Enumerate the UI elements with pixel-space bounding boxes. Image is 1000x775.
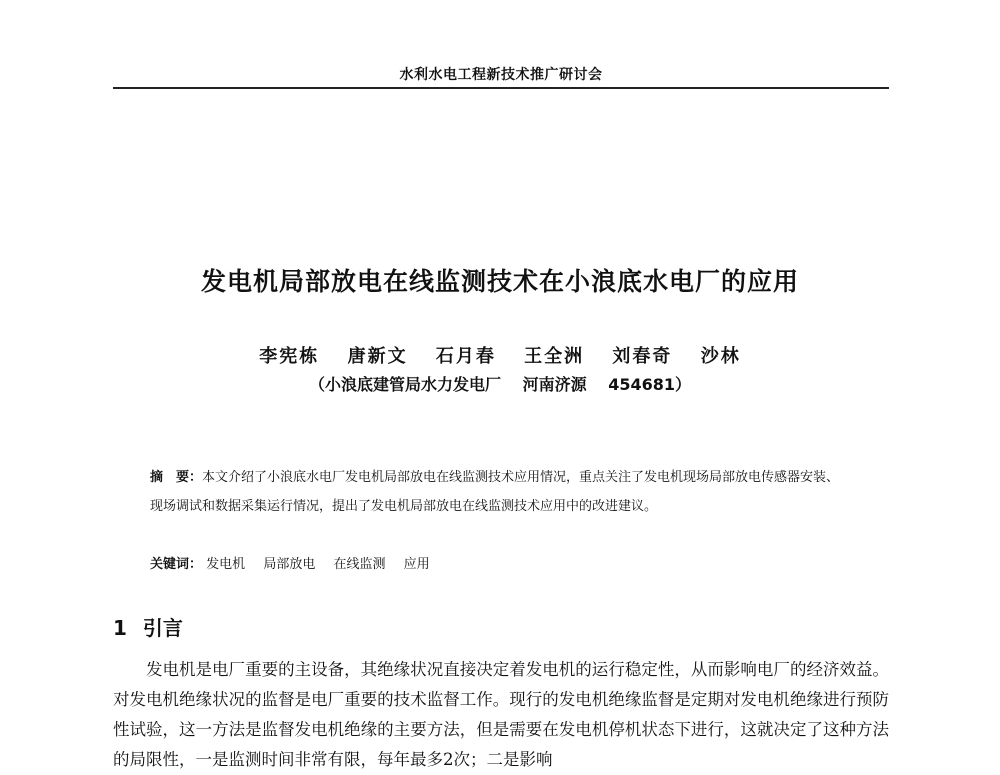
- keyword: 局部放电: [263, 557, 316, 572]
- abstract: [150, 463, 850, 521]
- abstract-label: 摘 要：: [150, 470, 203, 485]
- affiliation: [100, 372, 900, 395]
- keyword: 应用: [403, 557, 430, 572]
- keywords-label: 关键词：: [150, 557, 203, 572]
- keywords: [150, 553, 850, 572]
- body-text: [113, 655, 889, 775]
- section-heading: [113, 612, 183, 641]
- author: 唐新文: [347, 346, 408, 367]
- author-list: [100, 342, 900, 368]
- affiliation-city: 河南济源: [522, 375, 587, 394]
- author: 王全洲: [524, 346, 585, 367]
- header-rule: [113, 87, 889, 89]
- keyword: 发电机: [206, 557, 246, 572]
- author: 李宪栋: [259, 346, 320, 367]
- paragraph: 发电机是电厂重要的主设备，其绝缘状况直接决定着发电机的运行稳定性，从而影响电厂的经济效益。对发电机绝缘状况的监督是电厂重要的技术监督工作。现行的发电机绝缘监督是定期对发电机绝缘进行预防性试验，这一方法是监督发电机绝缘的主要方法，但是需要在发电机停机状态下进行，这就决定了这种方法的局限性，一是监测时间非常有限，每年最多2次；二是影响: [113, 660, 889, 769]
- affiliation-org: （小浪底建管局水力发电厂: [309, 375, 502, 394]
- keyword: 在线监测: [333, 557, 386, 572]
- section-number: 1: [113, 616, 127, 640]
- author: 沙林: [700, 346, 741, 367]
- abstract-text: 本文介绍了小浪底水电厂发电机局部放电在线监测技术应用情况，重点关注了发电机现场局部放电传感器安装、现场调试和数据采集运行情况，提出了发电机局部放电在线监测技术应用中的改进建议。: [150, 470, 840, 514]
- paper-title: 发电机局部放电在线监测技术在小浪底水电厂的应用: [200, 267, 799, 296]
- affiliation-postcode: 454681）: [608, 375, 691, 394]
- section-title: 引言: [142, 616, 183, 640]
- author: 刘春奇: [612, 346, 673, 367]
- running-header: 水利水电工程新技术推广研讨会: [399, 67, 603, 83]
- author: 石月春: [435, 346, 496, 367]
